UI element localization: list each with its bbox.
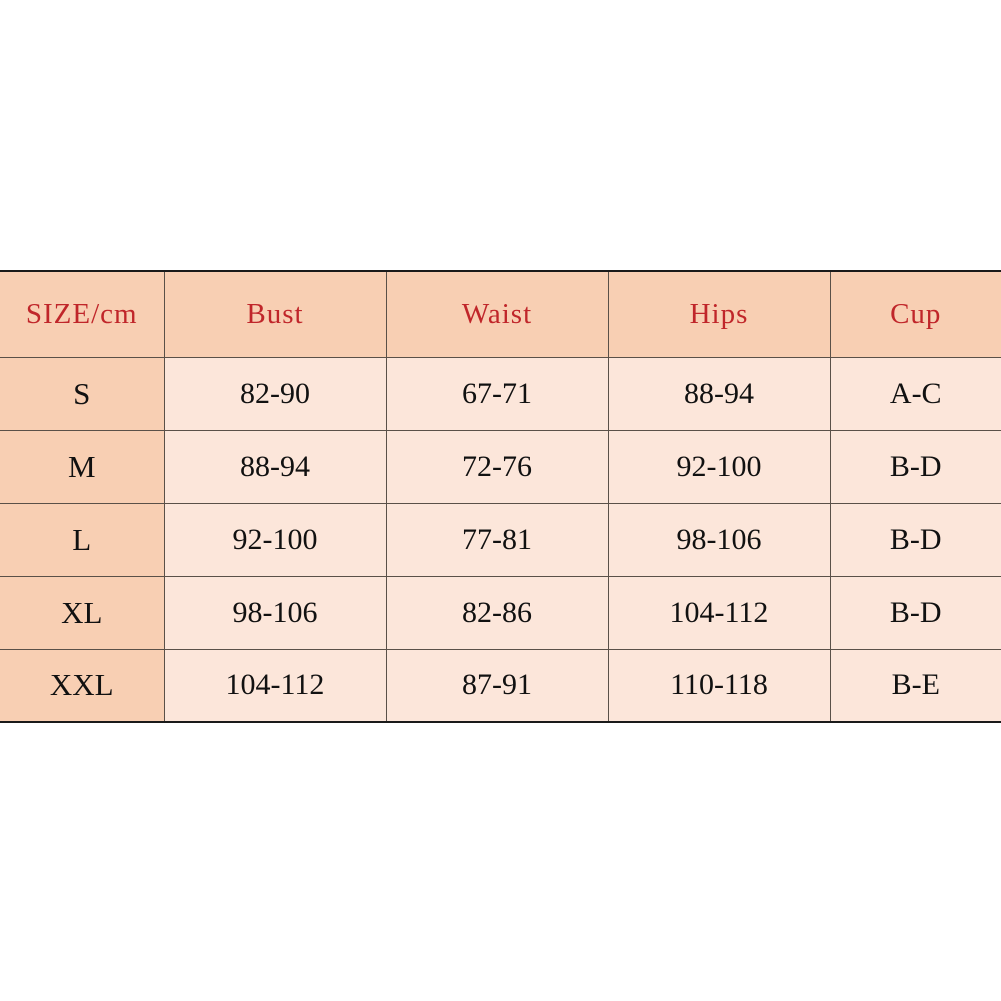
- table-row: [0, 649, 1001, 722]
- header-bust: Bust: [164, 271, 386, 357]
- cup-cell: A-C: [830, 357, 1001, 430]
- waist-cell: 87-91: [386, 649, 608, 722]
- size-cell: M: [0, 430, 164, 503]
- hips-cell: 110-118: [608, 649, 830, 722]
- header-size: SIZE/cm: [0, 271, 164, 357]
- table-row: [0, 430, 1001, 503]
- header-hips: Hips: [608, 271, 830, 357]
- hips-cell: 98-106: [608, 503, 830, 576]
- bust-cell: 98-106: [164, 576, 386, 649]
- header-waist: Waist: [386, 271, 608, 357]
- table-row: [0, 576, 1001, 649]
- hips-cell: 92-100: [608, 430, 830, 503]
- size-cell: XXL: [0, 649, 164, 722]
- cup-cell: B-D: [830, 576, 1001, 649]
- size-chart-table: [0, 270, 1001, 723]
- bust-cell: 88-94: [164, 430, 386, 503]
- waist-cell: 72-76: [386, 430, 608, 503]
- hips-cell: 104-112: [608, 576, 830, 649]
- cup-cell: B-D: [830, 503, 1001, 576]
- header-cup: Cup: [830, 271, 1001, 357]
- bust-cell: 104-112: [164, 649, 386, 722]
- size-cell: S: [0, 357, 164, 430]
- table-row: [0, 357, 1001, 430]
- waist-cell: 77-81: [386, 503, 608, 576]
- waist-cell: 82-86: [386, 576, 608, 649]
- size-cell: XL: [0, 576, 164, 649]
- table-header-row: [0, 271, 1001, 357]
- cup-cell: B-D: [830, 430, 1001, 503]
- hips-cell: 88-94: [608, 357, 830, 430]
- waist-cell: 67-71: [386, 357, 608, 430]
- size-cell: L: [0, 503, 164, 576]
- bust-cell: 92-100: [164, 503, 386, 576]
- cup-cell: B-E: [830, 649, 1001, 722]
- bust-cell: 82-90: [164, 357, 386, 430]
- table-row: [0, 503, 1001, 576]
